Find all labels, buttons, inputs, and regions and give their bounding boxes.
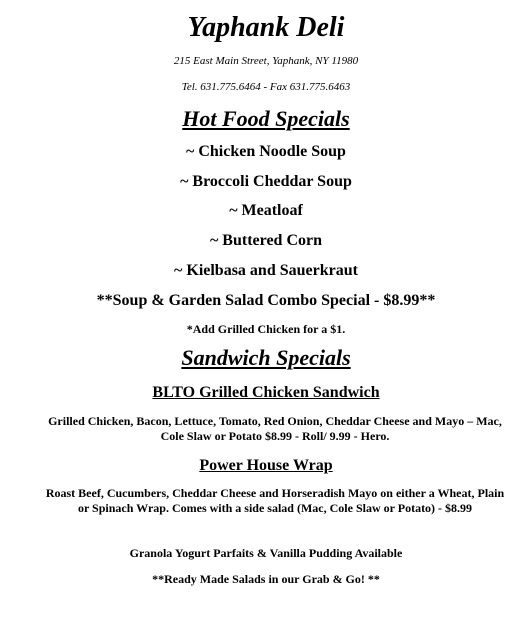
hot-food-item: ~ Chicken Noodle Soup [186, 143, 346, 160]
combo-special: **Soup & Garden Salad Combo Special - $8.99** [96, 292, 436, 309]
hot-food-item: ~ Kielbasa and Sauerkraut [174, 262, 358, 279]
sandwich-specials-heading: Sandwich Specials [181, 345, 351, 370]
deli-address: 215 East Main Street, Yaphank, NY 11980 [173, 55, 359, 67]
grilled-chicken-addon: *Add Grilled Chicken for a $1. [186, 322, 346, 336]
ready-made-salads: **Ready Made Salads in our Grab & Go! ** [152, 572, 380, 586]
blto-sandwich-name: BLTO Grilled Chicken Sandwich [152, 384, 380, 401]
power-house-wrap-description: Roast Beef, Cucumbers, Cheddar Cheese and Horseradish Mayo on either a Wheat, Plain or Spinach Wrap. Comes with a side salad (Mac, Cole Slaw or Potato) - $8.99 [45, 486, 505, 515]
hot-food-item: ~ Broccoli Cheddar Soup [180, 173, 352, 190]
granola-availability: Granola Yogurt Parfaits & Vanilla Pudding Available [129, 546, 403, 560]
hot-food-heading: Hot Food Specials [182, 106, 350, 131]
hot-food-item: ~ Meatloaf [229, 202, 303, 219]
hot-food-item: ~ Buttered Corn [209, 232, 322, 249]
power-house-wrap-name: Power House Wrap [199, 457, 333, 474]
deli-phone-fax: Tel. 631.775.6464 - Fax 631.775.6463 [181, 81, 351, 93]
blto-sandwich-description: Grilled Chicken, Bacon, Lettuce, Tomato, Red Onion, Cheddar Cheese and Mayo – Mac, Cole Slaw or Potato $8.99 - Roll/ 9.99 - Hero. [48, 414, 502, 443]
deli-title: Yaphank Deli [187, 12, 345, 43]
